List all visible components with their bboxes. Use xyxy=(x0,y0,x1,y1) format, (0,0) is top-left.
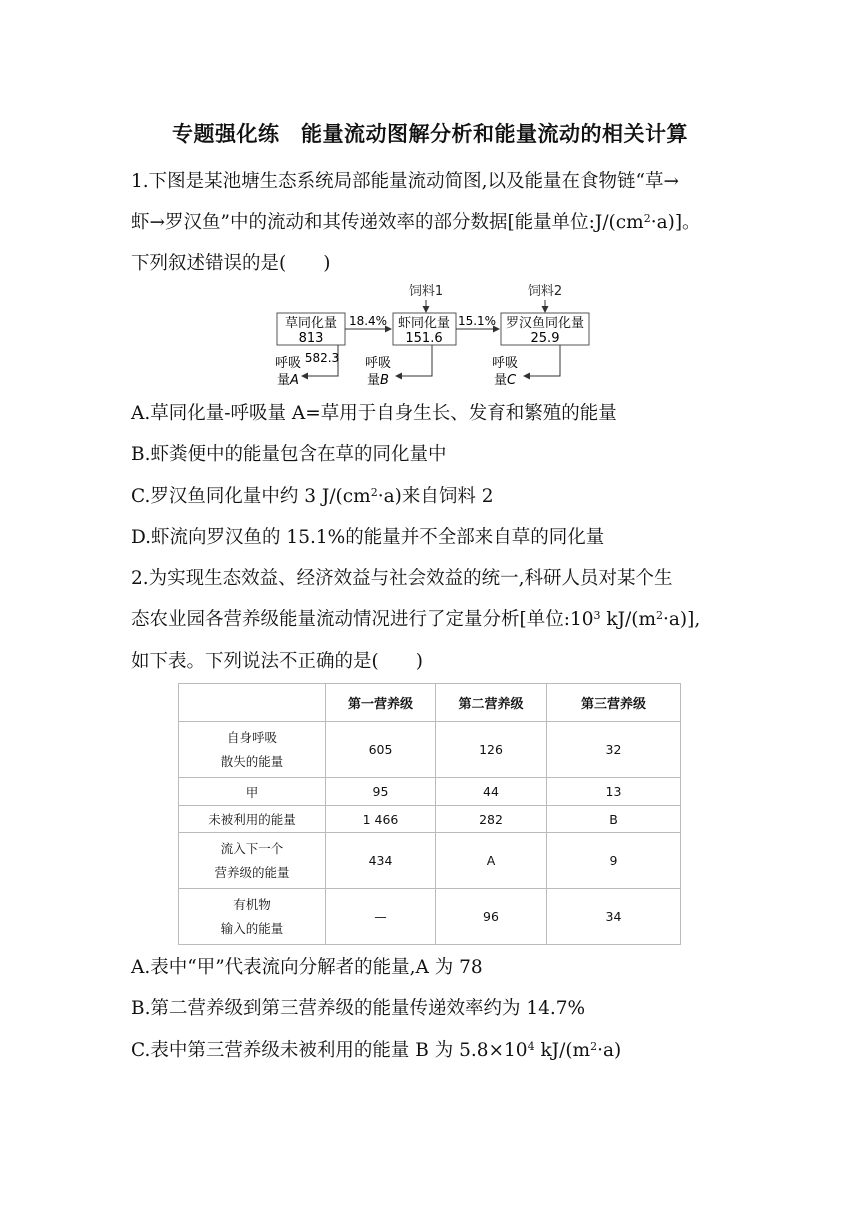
q2-option-c: C.表中第三营养级未被利用的能量 B 为 $5.8\times 10^4$ $kJ/(m^2\cdot a)$ xyxy=(131,1040,622,1061)
table-header-row xyxy=(179,684,681,722)
table-cell: 9 xyxy=(547,833,681,889)
grass-label: 草同化量 xyxy=(284,316,338,331)
table-cell: A xyxy=(436,833,547,889)
table-cell: 44 xyxy=(436,778,547,806)
table-header-cell: 第一营养级 xyxy=(326,684,436,722)
row-label: 甲 xyxy=(179,778,326,806)
efficiency-2: 15.1% xyxy=(457,314,497,328)
table-row xyxy=(179,833,681,889)
q1-stem-line2: 虾→罗汉鱼”中的流动和其传递效率的部分数据[能量单位$:J/(cm^2\cdot a)$]。 xyxy=(131,212,701,233)
q1-option-a: A.草同化量-呼吸量 A=草用于自身生长、发育和繁殖的能量 xyxy=(131,403,617,424)
feed1-label: 饲料1 xyxy=(408,284,444,299)
table-cell: 32 xyxy=(547,722,681,778)
table-cell: 1 466 xyxy=(326,806,436,833)
resp-b-line2: 量 xyxy=(367,373,381,388)
table-header-cell: 第二营养级 xyxy=(436,684,547,722)
q2-stem-line3: 如下表。下列说法不正确的是( ) xyxy=(131,651,423,672)
row-label: 未被利用的能量 xyxy=(179,806,326,833)
q1-option-b: B.虾粪便中的能量包含在草的同化量中 xyxy=(131,444,447,465)
resp-a-line2: 量 xyxy=(277,373,291,388)
table-row xyxy=(179,722,681,778)
grass-respiration-value: 582.3 xyxy=(304,351,340,365)
table-cell: 34 xyxy=(547,889,681,945)
q1-option-c: C.罗汉鱼同化量中约 3 $J/(cm^2\cdot a)$来自饲料 2 xyxy=(131,486,494,507)
svg-text:量A xyxy=(277,373,299,388)
svg-text:量B xyxy=(367,373,389,388)
row-label: 有机物 输入的能量 xyxy=(179,889,326,945)
row-label: 自身呼吸 散失的能量 xyxy=(179,722,326,778)
table-header-cell: 第三营养级 xyxy=(547,684,681,722)
energy-table xyxy=(178,683,681,945)
table-cell: 605 xyxy=(326,722,436,778)
table-cell: 13 xyxy=(547,778,681,806)
svg-text:量C xyxy=(494,373,517,388)
q1-stem-line1: 1.下图是某池塘生态系统局部能量流动简图,以及能量在食物链“草→ xyxy=(131,171,679,192)
q1-option-d: D.虾流向罗汉鱼的 15.1%的能量并不全部来自草的同化量 xyxy=(131,527,605,548)
table-cell: 96 xyxy=(436,889,547,945)
table-cell: 282 xyxy=(436,806,547,833)
resp-c-var: C xyxy=(506,373,517,388)
fish-label: 罗汉鱼同化量 xyxy=(505,316,585,331)
q2-option-a: A.表中“甲”代表流向分解者的能量,A 为 78 xyxy=(131,957,483,978)
page-title: 专题强化练 能量流动图解分析和能量流动的相关计算 xyxy=(172,122,688,146)
shrimp-value: 151.6 xyxy=(405,331,443,346)
resp-c-line1: 呼吸 xyxy=(491,356,519,371)
row-label: 流入下一个 营养级的能量 xyxy=(179,833,326,889)
table-row xyxy=(179,778,681,806)
table-header-cell xyxy=(179,684,326,722)
grass-value: 813 xyxy=(298,331,324,346)
table-row xyxy=(179,889,681,945)
shrimp-label: 虾同化量 xyxy=(397,316,451,331)
q1-stem-line3: 下列叙述错误的是( ) xyxy=(131,253,331,274)
resp-b-line1: 呼吸 xyxy=(364,356,392,371)
table-cell: — xyxy=(326,889,436,945)
resp-a-var: A xyxy=(290,373,299,388)
table-cell: 434 xyxy=(326,833,436,889)
resp-c-line2: 量 xyxy=(493,373,507,388)
feed2-label: 饲料2 xyxy=(527,284,563,299)
table-cell: B xyxy=(547,806,681,833)
table-cell: 126 xyxy=(436,722,547,778)
resp-b-var: B xyxy=(380,373,389,388)
table-cell: 95 xyxy=(326,778,436,806)
fish-value: 25.9 xyxy=(530,331,560,346)
efficiency-1: 18.4% xyxy=(348,314,388,328)
energy-flow-diagram xyxy=(260,280,600,392)
q2-stem-line2: 态农业园各营养级能量流动情况进行了定量分析[单位$:10^3$ $kJ/(m^2\cdot a)$], xyxy=(131,609,701,630)
q2-stem-line1: 2.为实现生态效益、经济效益与社会效益的统一,科研人员对某个生 xyxy=(131,568,673,589)
q2-option-b: B.第二营养级到第三营养级的能量传递效率约为 14.7% xyxy=(131,998,586,1019)
table-row xyxy=(179,806,681,833)
resp-a-line1: 呼吸 xyxy=(274,356,302,371)
